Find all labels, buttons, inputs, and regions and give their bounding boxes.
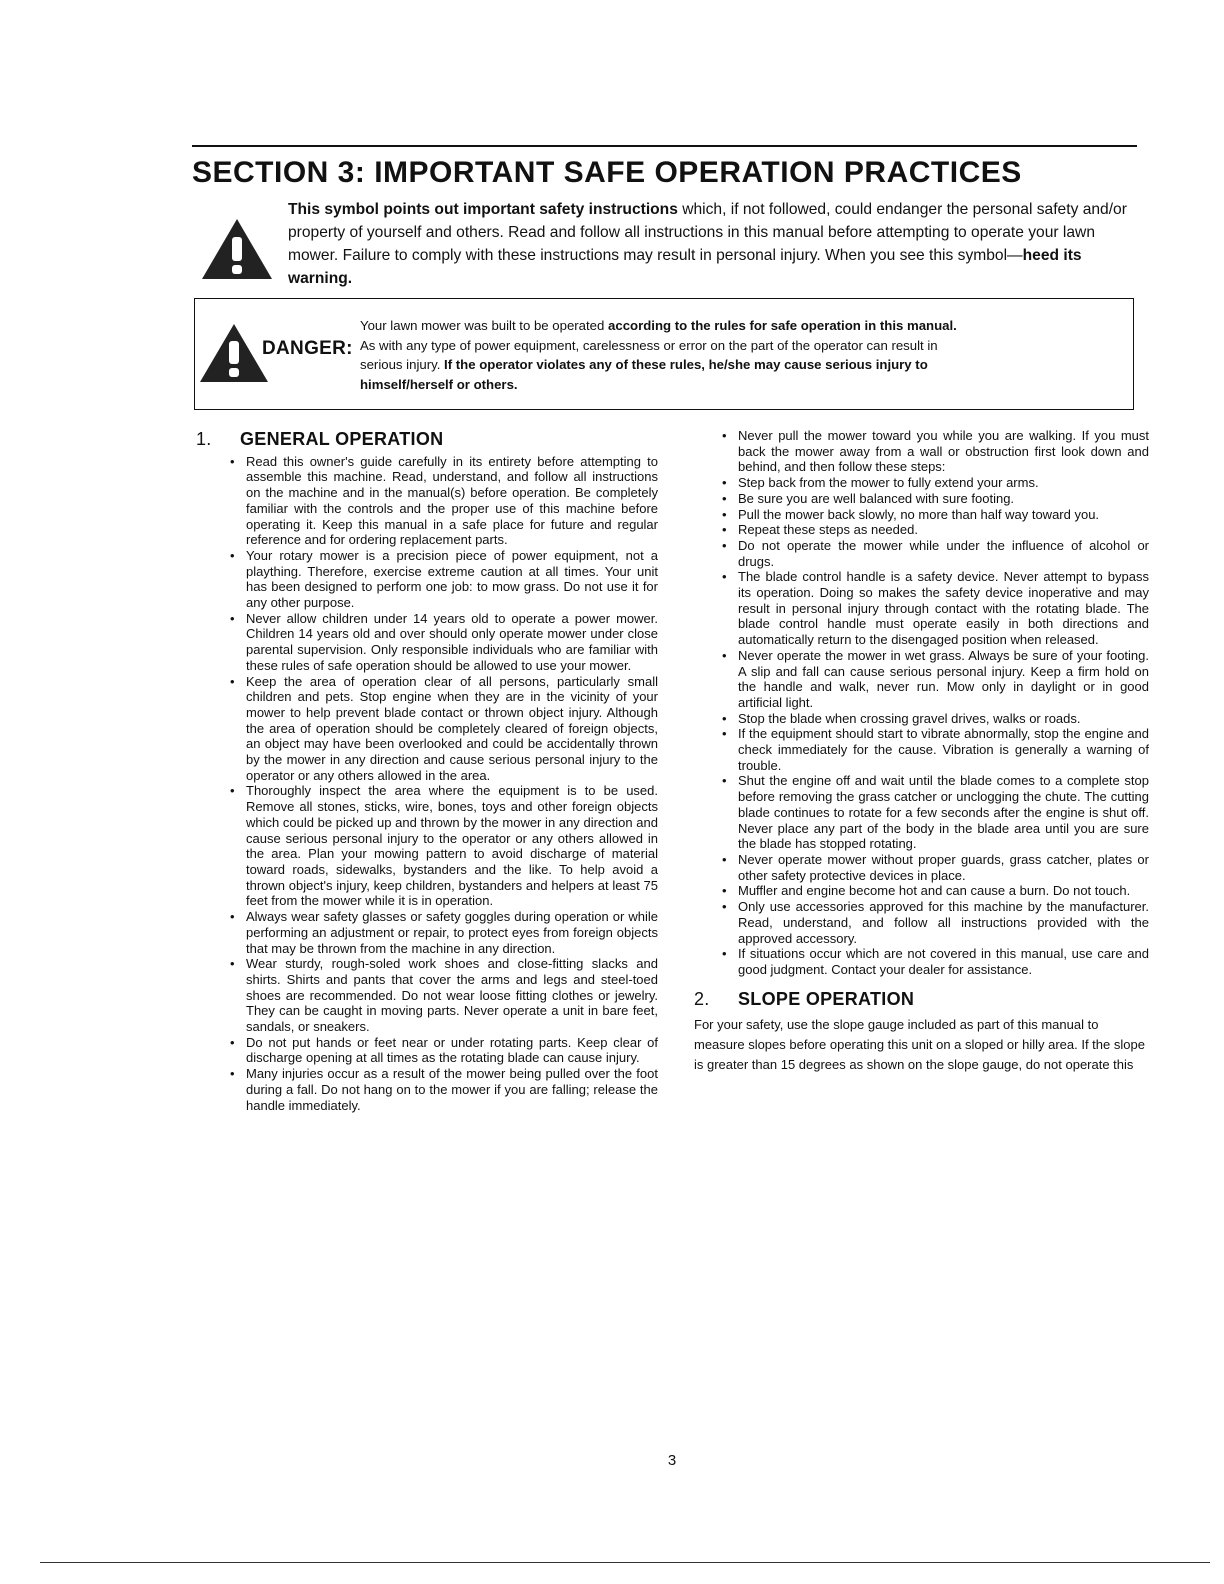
list-item: • Many injuries occur as a result of the mower being pulled over the foot during a fall. Do not hang on to the mower if you are falling; release the handle immediately.: [222, 1066, 658, 1113]
list-item: • Do not operate the mower while under the influence of alcohol or drugs.: [714, 538, 1149, 569]
slope-operation-text: For your safety, use the slope gauge included as part of this manual to measure slopes before operating this unit on a sloped or hilly area. If the slope is greater than 15 degrees as shown on the slope gauge, do not operate this: [694, 1017, 1145, 1073]
list-item: • Shut the engine off and wait until the blade comes to a complete stop before removing the grass catcher or unclogging the chute. The cutting blade continues to rotate for a few seconds after the engine is shut off. Never place any part of the body in the blade area until you are sure the blade has stopped rotating.: [714, 773, 1149, 852]
list-item: • If the equipment should start to vibrate abnormally, stop the engine and check immediately for the cause. Vibration is generally a warning of trouble.: [714, 726, 1149, 773]
page-number: 3: [667, 1452, 677, 1469]
general-operation-heading: [196, 429, 658, 449]
list-item: • Never operate the mower in wet grass. Always be sure of your footing. A slip and fall can cause serious personal injury. Keep a firm hold on the handle and walk, never run. Mow only in daylight or in good artificial light.: [714, 648, 1149, 711]
list-item: • Repeat these steps as needed.: [714, 522, 1149, 538]
safety-alert-icon: [200, 216, 274, 282]
danger-label: DANGER:: [262, 338, 353, 359]
list-item: • Step back from the mower to fully extend your arms.: [714, 475, 1149, 491]
intro-bold-tail: heed its warning.: [288, 247, 1082, 287]
slope-operation-title: SLOPE OPERATION: [738, 988, 915, 1009]
list-item: • Never operate mower without proper guards, grass catcher, plates or other safety protective devices in place.: [714, 852, 1149, 883]
danger-line-3-text: serious injury.: [360, 357, 445, 372]
intro-text: which, if not followed, could endanger the personal safety and/or property of yourself and others. Read and follow all instructions in this manual before attempting to operate your lawn mower. Failure to comply with these instructions may result in personal injury. When you see this symbol—: [288, 201, 1127, 264]
section-title: SECTION 3: IMPORTANT SAFE OPERATION PRACTICES: [192, 156, 1022, 189]
list-item: • Do not put hands or feet near or under rotating parts. Keep clear of discharge opening at all times as the rotating blade can cause injury.: [222, 1035, 658, 1066]
list-item: • Pull the mower back slowly, no more than half way toward you.: [714, 507, 1149, 523]
list-item: • Never allow children under 14 years old to operate a power mower. Children 14 years old and over should only operate mower under close parental supervision. Only responsible individuals who are familiar with these rules of safe operation should be allowed to use your mower.: [222, 611, 658, 674]
left-column: [196, 429, 658, 1113]
slope-operation-heading: [694, 988, 1149, 1009]
list-item: • Keep the area of operation clear of all persons, particularly small children and pets. Stop engine when they are in the vicinity of your mower to help prevent blade contact or thrown object injury. Although the area of operation should be completely cleared of foreign objects, an object may have been overlooked and could be accidentally thrown by the mower in any direction and cause serious personal injury to the operator or any others allowed in the area.: [222, 674, 658, 784]
danger-line-2: As with any type of power equipment, carelessness or error on the part of the operator can result in: [360, 337, 938, 353]
list-item: • Only use accessories approved for this machine by the manufacturer. Read, understand, and follow all instructions provided with the approved accessory.: [714, 899, 1149, 946]
list-item: • Always wear safety glasses or safety goggles during operation or while performing an adjustment or repair, to protect eyes from foreign objects that may be thrown from the machine in any direction.: [222, 909, 658, 956]
slope-operation-number: 2.: [694, 988, 710, 1009]
danger-line-1-text: Your lawn mower was built to be operated: [360, 318, 609, 333]
intro-paragraph: [288, 198, 1136, 290]
list-item: • The blade control handle is a safety device. Never attempt to bypass its operation. Doing so makes the safety device inoperative and may result in personal injury through contact with the rotating blade. The blade control handle must operate easily in both directions and automatically return to the disengaged position when released.: [714, 569, 1149, 648]
list-item: • Muffler and engine become hot and can cause a burn. Do not touch.: [714, 883, 1149, 899]
list-item: • Read this owner's guide carefully in its entirety before attempting to assemble this machine. Read, understand, and follow all instructions on the machine and in the manual(s) before operation. Be completely familiar with the controls and the proper use of this machine before operating it. Keep this manual in a safe place for future and regular reference and for ordering replacement parts.: [222, 454, 658, 548]
general-operation-number: 1.: [196, 429, 212, 449]
top-rule: [192, 145, 1137, 147]
list-item: • Be sure you are well balanced with sure footing.: [714, 491, 1149, 507]
intro-bold-lead: This symbol points out important safety instructions: [288, 201, 678, 218]
danger-alert-icon: [198, 322, 270, 384]
danger-line-4: [360, 375, 1126, 395]
list-item: • Thoroughly inspect the area where the equipment is to be used. Remove all stones, sticks, wire, bones, toys and other foreign objects which could be picked up and thrown by the mower in any direction and cause serious personal injury to the operator or any others allowed in the area. Plan your mowing pattern to avoid discharge of material toward roads, sidewalks, bystanders and the like. To help avoid a thrown object's injury, keep children, bystanders and helpers at least 75 feet from the mower while it is in operation.: [222, 783, 658, 909]
list-item: • Your rotary mower is a precision piece of power equipment, not a plaything. Therefore, exercise extreme caution at all times. Your unit has been designed to perform one job: to mow grass. Do not use it for any other purpose.: [222, 548, 658, 611]
general-operation-title: GENERAL OPERATION: [240, 429, 444, 449]
danger-text: [360, 316, 1126, 394]
bottom-rule: [40, 1562, 1210, 1563]
danger-line-3: [360, 355, 1126, 375]
general-operation-list-continued: [694, 428, 1149, 978]
right-column: [694, 428, 1149, 1075]
list-item: • Never pull the mower toward you while you are walking. If you must back the mower away from a wall or obstruction first look down and behind, and then follow these steps:: [714, 428, 1149, 475]
list-item: • Stop the blade when crossing gravel drives, walks or roads.: [714, 711, 1149, 727]
danger-line-4-bold: himself/herself or others.: [360, 376, 518, 392]
danger-line-1: [360, 316, 1126, 336]
danger-line-1-bold: according to the rules for safe operation in this manual.: [608, 318, 957, 333]
list-item: • Wear sturdy, rough-soled work shoes and close-fitting slacks and shirts. Shirts and pants that cover the arms and legs and steel-toed shoes are recommended. Do not wear loose fitting clothes or jewelry. They can be caught in moving parts. Never operate a unit in bare feet, sandals, or sneakers.: [222, 956, 658, 1035]
danger-line-3-bold: If the operator violates any of these rules, he/she may cause serious injury to: [444, 357, 928, 372]
general-operation-list: [196, 454, 658, 1114]
list-item: • If situations occur which are not covered in this manual, use care and good judgment. Contact your dealer for assistance.: [714, 946, 1149, 977]
